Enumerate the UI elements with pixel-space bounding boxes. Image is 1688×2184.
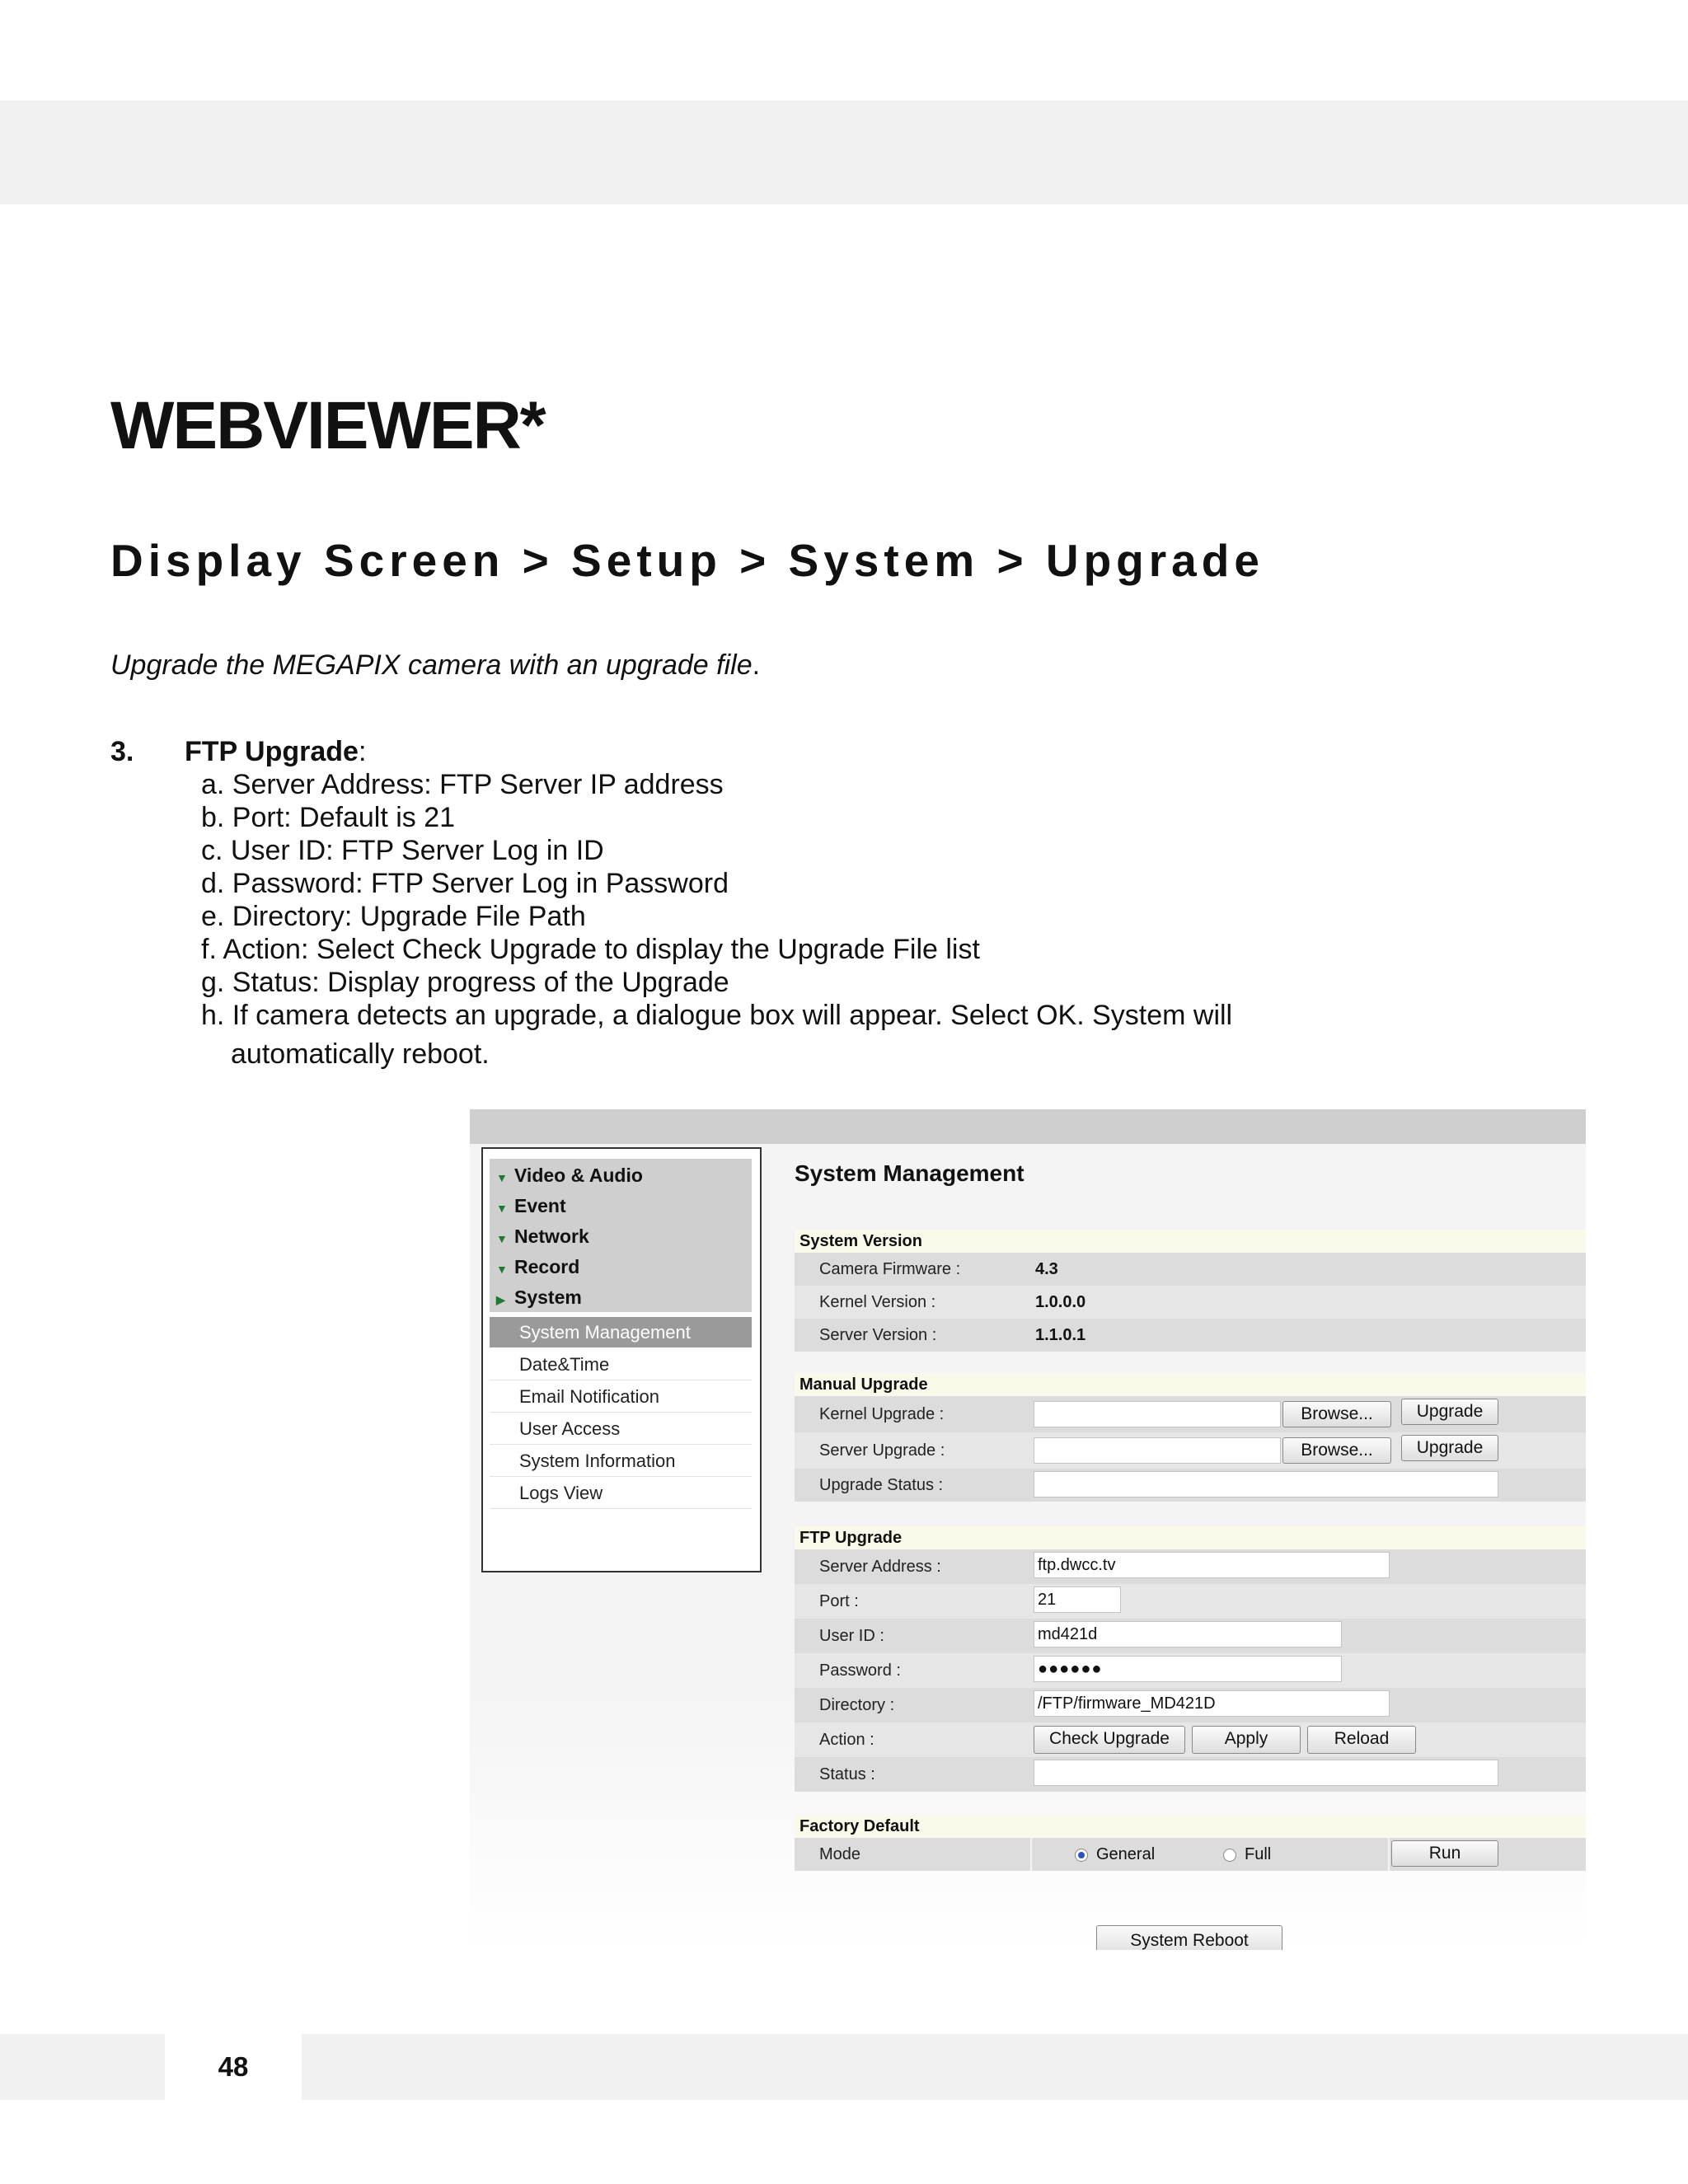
system-reboot-button[interactable]: System Reboot (1096, 1925, 1282, 1950)
menu-item-email-notification[interactable] (490, 1381, 752, 1413)
category-label: Network (514, 1226, 589, 1247)
menu-item-date-time[interactable] (490, 1349, 752, 1380)
menu-item-label: Date&Time (519, 1354, 610, 1375)
page-number: 48 (218, 2051, 249, 2082)
server-address-input[interactable]: ftp.dwcc.tv (1034, 1552, 1390, 1578)
directory-input[interactable]: /FTP/firmware_MD421D (1034, 1690, 1390, 1717)
row-action (795, 1722, 1586, 1757)
port-input[interactable]: 21 (1034, 1586, 1121, 1613)
row-password (795, 1653, 1586, 1688)
full-radio[interactable] (1223, 1849, 1236, 1862)
row-camera-firmware (795, 1253, 1586, 1286)
list-item: c. User ID: FTP Server Log in ID (201, 835, 604, 866)
header-band (0, 101, 1688, 204)
row-directory (795, 1688, 1586, 1722)
category-label: Event (514, 1195, 566, 1216)
row-label: Camera Firmware : (819, 1260, 961, 1278)
list-item: b. Port: Default is 21 (201, 802, 456, 833)
row-label: User ID : (819, 1627, 884, 1645)
row-value: 1.1.0.1 (1035, 1326, 1086, 1344)
row-label: Password : (819, 1661, 901, 1680)
menu-category-record[interactable] (496, 1252, 579, 1282)
list-item: g. Status: Display progress of the Upgrade (201, 967, 729, 998)
page-title: WEBVIEWER* (110, 388, 545, 463)
content-title: System Management (795, 1160, 1025, 1186)
user-id-input[interactable]: md421d (1034, 1621, 1342, 1647)
menu-item-logs-view[interactable] (490, 1478, 752, 1509)
row-user-id (795, 1619, 1586, 1653)
list-item: f. Action: Select Check Upgrade to display the Upgrade File list (201, 934, 980, 965)
list-item: d. Password: FTP Server Log in Password (201, 868, 729, 899)
menu-item-user-access[interactable] (490, 1413, 752, 1445)
expand-arrow-icon: ▼ (496, 1263, 508, 1276)
list-item: e. Directory: Upgrade File Path (201, 901, 586, 932)
footer-band-left (0, 2034, 165, 2100)
menu-item-label: System Management (519, 1322, 691, 1343)
category-label: System (514, 1286, 582, 1308)
row-server-address (795, 1549, 1586, 1584)
reload-button[interactable]: Reload (1307, 1726, 1416, 1754)
row-status (795, 1757, 1586, 1792)
row-port (795, 1584, 1586, 1619)
menu-category-system[interactable] (496, 1282, 582, 1313)
system-management-screenshot (470, 1109, 1586, 1950)
row-value-cell (1030, 1286, 1586, 1319)
general-radio[interactable] (1075, 1849, 1088, 1862)
footer-band-right (302, 2034, 1688, 2100)
row-label: Kernel Version : (819, 1293, 936, 1311)
row-value-cell (1030, 1319, 1586, 1352)
row-label: Upgrade Status : (819, 1476, 944, 1494)
menu-category-event[interactable] (496, 1191, 566, 1221)
row-label: Port : (819, 1592, 859, 1610)
list-item: h. If camera detects an upgrade, a dialogue box will appear. Select OK. System will (201, 1000, 1233, 1031)
section-ftp-upgrade: FTP Upgrade (795, 1526, 1586, 1549)
cell-divider (1388, 1838, 1390, 1871)
setup-menu (481, 1147, 762, 1572)
list-item-continuation: automatically reboot. (231, 1038, 490, 1070)
breadcrumb: Display Screen > Setup > System > Upgrade (110, 535, 1264, 586)
row-label: Server Version : (819, 1326, 937, 1344)
list-items (201, 768, 1232, 1070)
intro-period: . (752, 649, 761, 681)
row-server-version (795, 1319, 1586, 1352)
collapse-arrow-icon: ▶ (496, 1293, 505, 1306)
apply-button[interactable]: Apply (1192, 1726, 1301, 1754)
expand-arrow-icon: ▼ (496, 1232, 508, 1245)
row-label: Directory : (819, 1696, 895, 1714)
menu-item-label: System Information (519, 1451, 676, 1471)
expand-arrow-icon: ▼ (496, 1171, 508, 1184)
row-label: Status : (819, 1765, 875, 1783)
kernel-upgrade-button[interactable]: Upgrade (1401, 1399, 1498, 1425)
intro-text (110, 649, 760, 682)
intro-italic: Upgrade the MEGAPIX camera with an upgrade file (110, 649, 753, 681)
row-mode (795, 1838, 1586, 1871)
row-value-cell (1030, 1253, 1586, 1286)
row-label: Action : (819, 1731, 874, 1749)
run-button[interactable]: Run (1391, 1840, 1498, 1867)
section-system-version: System Version (795, 1230, 1586, 1253)
row-kernel-upgrade (795, 1396, 1586, 1432)
menu-item-label: Email Notification (519, 1386, 659, 1407)
row-server-upgrade (795, 1432, 1586, 1469)
list-heading (185, 735, 366, 768)
server-file-input[interactable] (1034, 1437, 1281, 1464)
password-input[interactable]: ●●●●●● (1034, 1656, 1342, 1682)
ftp-status-field (1034, 1760, 1498, 1786)
server-browse-button[interactable]: Browse... (1282, 1437, 1391, 1464)
row-value: 4.3 (1035, 1260, 1058, 1278)
section-manual-upgrade: Manual Upgrade (795, 1373, 1586, 1396)
screenshot-top-bar (470, 1109, 1586, 1144)
menu-item-label: Logs View (519, 1483, 603, 1503)
section-factory-default: Factory Default (795, 1815, 1586, 1838)
list-heading-colon: : (358, 736, 367, 767)
row-upgrade-status (795, 1469, 1586, 1502)
category-label: Record (514, 1256, 580, 1277)
row-label: Server Upgrade : (819, 1441, 945, 1460)
upgrade-status-field (1034, 1471, 1498, 1497)
general-radio-label: General (1096, 1845, 1156, 1863)
row-kernel-version (795, 1286, 1586, 1319)
list-heading-bold: FTP Upgrade (185, 736, 359, 767)
full-radio-label: Full (1245, 1845, 1272, 1863)
kernel-browse-button[interactable]: Browse... (1282, 1401, 1391, 1427)
cell-divider (1030, 1838, 1032, 1871)
expand-arrow-icon: ▼ (496, 1202, 508, 1215)
menu-item-system-information[interactable] (490, 1446, 752, 1477)
category-label: Video & Audio (514, 1165, 643, 1186)
check-upgrade-button[interactable]: Check Upgrade (1034, 1726, 1185, 1754)
menu-item-label: User Access (519, 1418, 621, 1439)
server-upgrade-button[interactable]: Upgrade (1401, 1435, 1498, 1461)
list-item: a. Server Address: FTP Server IP address (201, 769, 724, 800)
menu-category-network[interactable] (496, 1221, 589, 1252)
row-label: Server Address : (819, 1558, 941, 1576)
row-label: Mode (819, 1845, 861, 1863)
row-value: 1.0.0.0 (1035, 1293, 1086, 1311)
menu-item-system-management[interactable] (490, 1317, 752, 1347)
list-number: 3. (110, 736, 134, 767)
row-label: Kernel Upgrade : (819, 1405, 945, 1423)
kernel-file-input[interactable] (1034, 1401, 1281, 1427)
menu-category-video-audio[interactable] (496, 1160, 643, 1191)
